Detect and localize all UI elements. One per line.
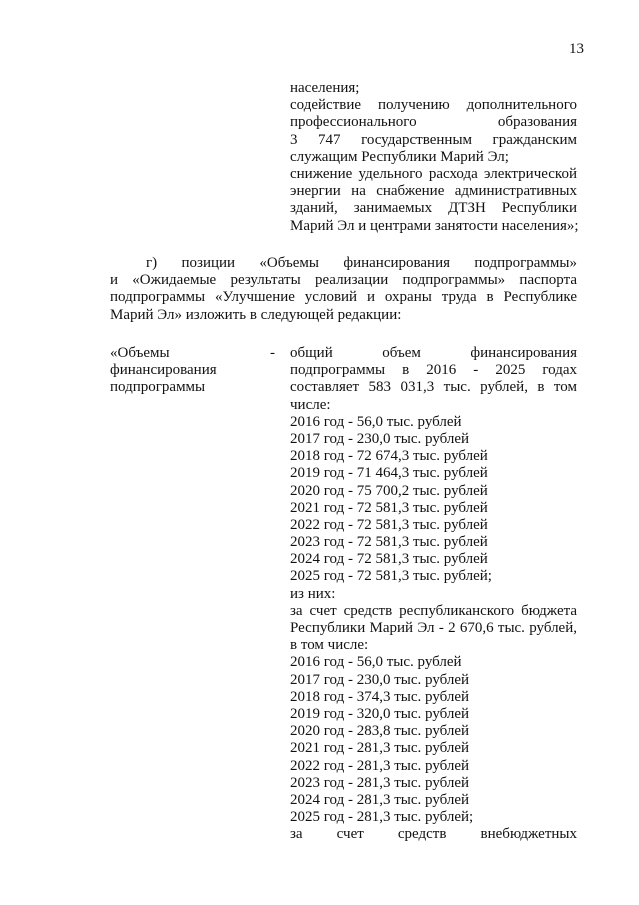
instruction-paragraph [110, 255, 577, 324]
financing-details [290, 345, 577, 843]
text-line: 3 747 государственным гражданским [290, 131, 577, 148]
financing-line: 2025 год - 72 581,3 тыс. рублей; [290, 568, 492, 585]
text-line: энергии на снабжение административных [290, 183, 577, 200]
financing-line: 2018 год - 72 674,3 тыс. рублей [290, 448, 488, 465]
financing-line: 2017 год - 230,0 тыс. рублей [290, 430, 470, 447]
continued-results-text [290, 80, 577, 235]
financing-line: подпрограммы в 2016 - 2025 годах [290, 362, 577, 379]
financing-line: общий объем финансирования [290, 345, 577, 361]
text-line: содействие получению дополнительного [290, 97, 577, 114]
financing-line: за счет средств внебюджетных [290, 826, 577, 843]
paragraph-line: г) позиции «Объемы финансирования подпрограммы» [146, 255, 577, 271]
financing-line: 2024 год - 72 581,3 тыс. рублей [290, 551, 488, 568]
financing-line: из них: [290, 585, 336, 602]
financing-line: за счет средств республиканского бюджета [290, 602, 577, 619]
financing-line: 2023 год - 72 581,3 тыс. рублей [290, 534, 488, 551]
financing-line: 2022 год - 72 581,3 тыс. рублей [290, 516, 488, 533]
text-line: профессионального образования [290, 114, 577, 131]
financing-line: 2016 год - 56,0 тыс. рублей [290, 654, 462, 671]
financing-line: 2019 год - 71 464,3 тыс. рублей [290, 465, 488, 482]
text-line: зданий, занимаемых ДТЗН Республики [290, 200, 577, 217]
paragraph-line: и «Ожидаемые результаты реализации подпрограммы» паспорта [110, 272, 577, 289]
label-line: подпрограммы [110, 379, 206, 396]
financing-line: 2016 год - 56,0 тыс. рублей [290, 413, 462, 430]
text-line: населения; [290, 80, 360, 96]
text-line: Марий Эл и центрами занятости населения»; [290, 217, 579, 234]
financing-line: 2025 год - 281,3 тыс. рублей; [290, 809, 474, 826]
financing-line: числе: [290, 396, 331, 413]
financing-line: 2024 год - 281,3 тыс. рублей [290, 791, 470, 808]
label-dash: - [270, 345, 275, 361]
financing-line: 2021 год - 72 581,3 тыс. рублей [290, 499, 488, 516]
paragraph-line: Марий Эл» изложить в следующей редакции: [110, 306, 402, 323]
label-line: «Объемы [110, 345, 170, 361]
financing-line: 2020 год - 75 700,2 тыс. рублей [290, 482, 488, 499]
text-line: снижение удельного расхода электрической [290, 165, 577, 182]
financing-line: 2018 год - 374,3 тыс. рублей [290, 688, 470, 705]
financing-line: составляет 583 031,3 тыс. рублей, в том [290, 379, 577, 396]
label-line: финансирования [110, 362, 217, 379]
financing-line: 2019 год - 320,0 тыс. рублей [290, 705, 470, 722]
text-line: служащим Республики Марий Эл; [290, 148, 509, 165]
financing-line: 2022 год - 281,3 тыс. рублей [290, 757, 470, 774]
financing-line: 2023 год - 281,3 тыс. рублей [290, 774, 470, 791]
financing-line: Республики Марий Эл - 2 670,6 тыс. рублей, [290, 620, 577, 636]
financing-line: 2017 год - 230,0 тыс. рублей [290, 671, 470, 688]
financing-label [110, 345, 280, 397]
financing-line: 2021 год - 281,3 тыс. рублей [290, 740, 470, 757]
page-number: 13 [569, 41, 584, 57]
financing-line: в том числе: [290, 637, 369, 654]
paragraph-line: подпрограммы «Улучшение условий и охраны труда в Республике [110, 289, 577, 306]
financing-line: 2020 год - 283,8 тыс. рублей [290, 723, 470, 740]
